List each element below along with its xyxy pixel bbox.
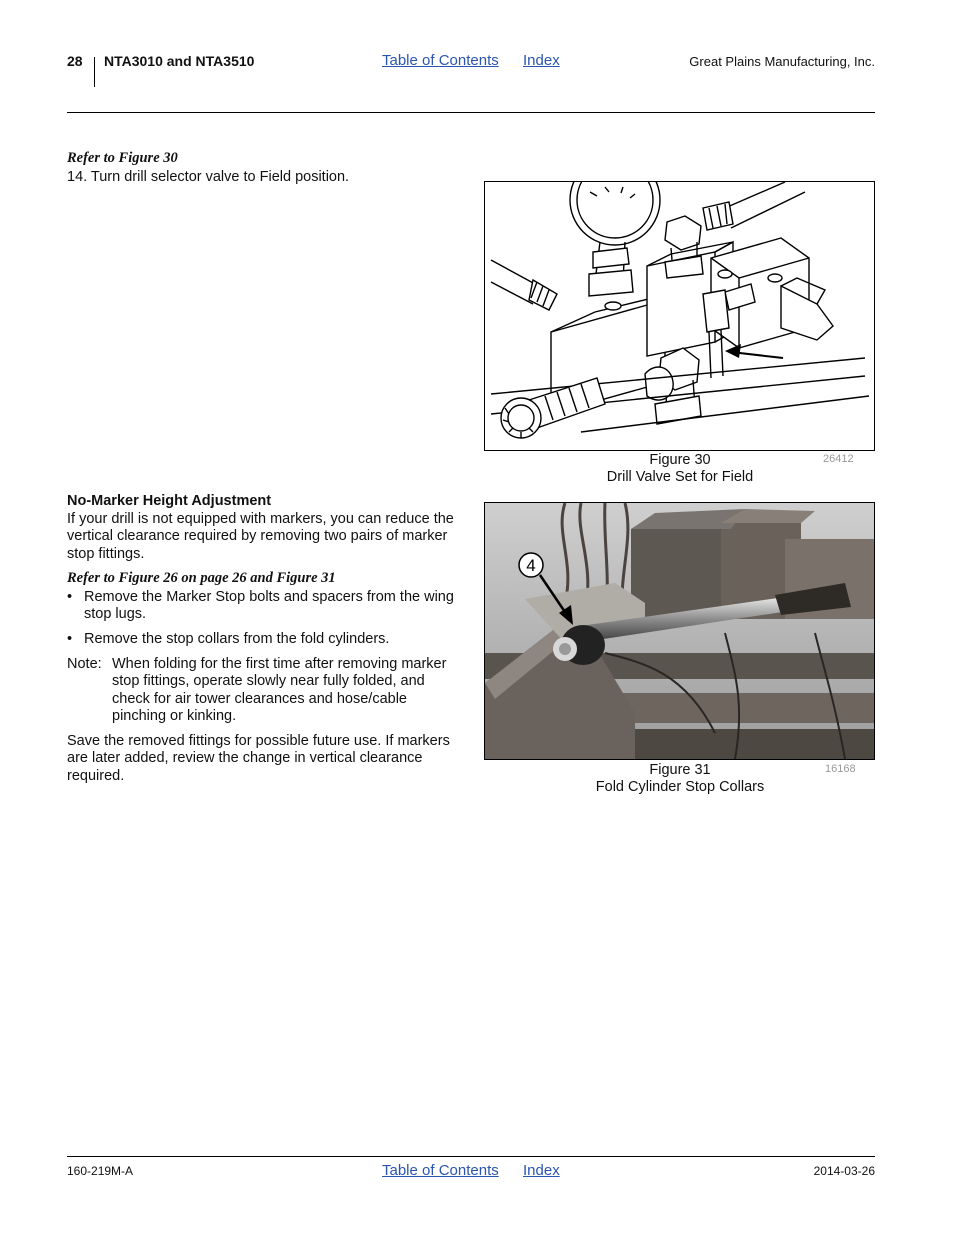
section-heading: No-Marker Height Adjustment xyxy=(67,493,272,509)
bullet-text: Remove the Marker Stop bolts and spacers from the wing stop lugs. xyxy=(84,589,454,623)
footer-toc-link[interactable]: Table of Contents xyxy=(382,1162,499,1179)
bullet-text: Remove the stop collars from the fold cylinders. xyxy=(84,631,390,647)
footer-index-link[interactable]: Index xyxy=(523,1162,560,1179)
figure-31-number: 16168 xyxy=(825,763,856,775)
figure-reference: Refer to Figure 30 xyxy=(67,150,178,166)
figure-30-number: 26412 xyxy=(823,453,854,465)
header-index-link[interactable]: Index xyxy=(523,52,560,69)
figure-30-caption: Drill Valve Set for Field xyxy=(606,469,754,485)
bullet-item xyxy=(67,589,462,624)
callout-number: 4 xyxy=(526,556,536,575)
manual-title: NTA3010 and NTA3510 xyxy=(104,53,255,69)
header-toc-link[interactable]: Table of Contents xyxy=(382,52,499,69)
bullet-item xyxy=(67,631,462,648)
fold-cylinder-photo xyxy=(485,503,874,759)
intro-paragraph: If your drill is not equipped with markers, you can reduce the vertical clearance required by removing two pairs of marker stop fittings. xyxy=(67,511,454,562)
note-label: Note: xyxy=(67,656,102,672)
note-block xyxy=(67,656,462,725)
page-number: 28 xyxy=(67,53,83,69)
company-name: Great Plains Manufacturing, Inc. xyxy=(689,54,875,69)
figure-31-image xyxy=(484,502,875,760)
figure-reference-2: Refer to Figure 26 on page 26 and Figure 31 xyxy=(67,570,336,586)
figure-30-image xyxy=(484,181,875,451)
closing-paragraph: Save the removed fittings for possible future use. If markers are later added, review the change in vertical clearance required. xyxy=(67,733,450,784)
figure-30-label: Figure 30 xyxy=(649,452,711,468)
header-divider xyxy=(94,57,95,87)
bullet-dot: • xyxy=(67,589,73,605)
valve-illustration xyxy=(485,182,874,450)
revision-date: 2014-03-26 xyxy=(813,1164,875,1178)
note-text: When folding for the first time after removing marker stop fittings, operate slowly near fully folded, and check for air tower clearances and hose/cable pinching or kinking. xyxy=(112,656,447,724)
step-text: 14. Turn drill selector valve to Field position. xyxy=(67,169,350,185)
bullet-dot: • xyxy=(67,631,73,647)
header-rule xyxy=(67,112,875,113)
document-id: 160-219M-A xyxy=(67,1164,134,1178)
footer-rule xyxy=(67,1156,875,1157)
figure-31-caption: Fold Cylinder Stop Collars xyxy=(595,779,765,795)
figure-31-label: Figure 31 xyxy=(649,762,711,778)
